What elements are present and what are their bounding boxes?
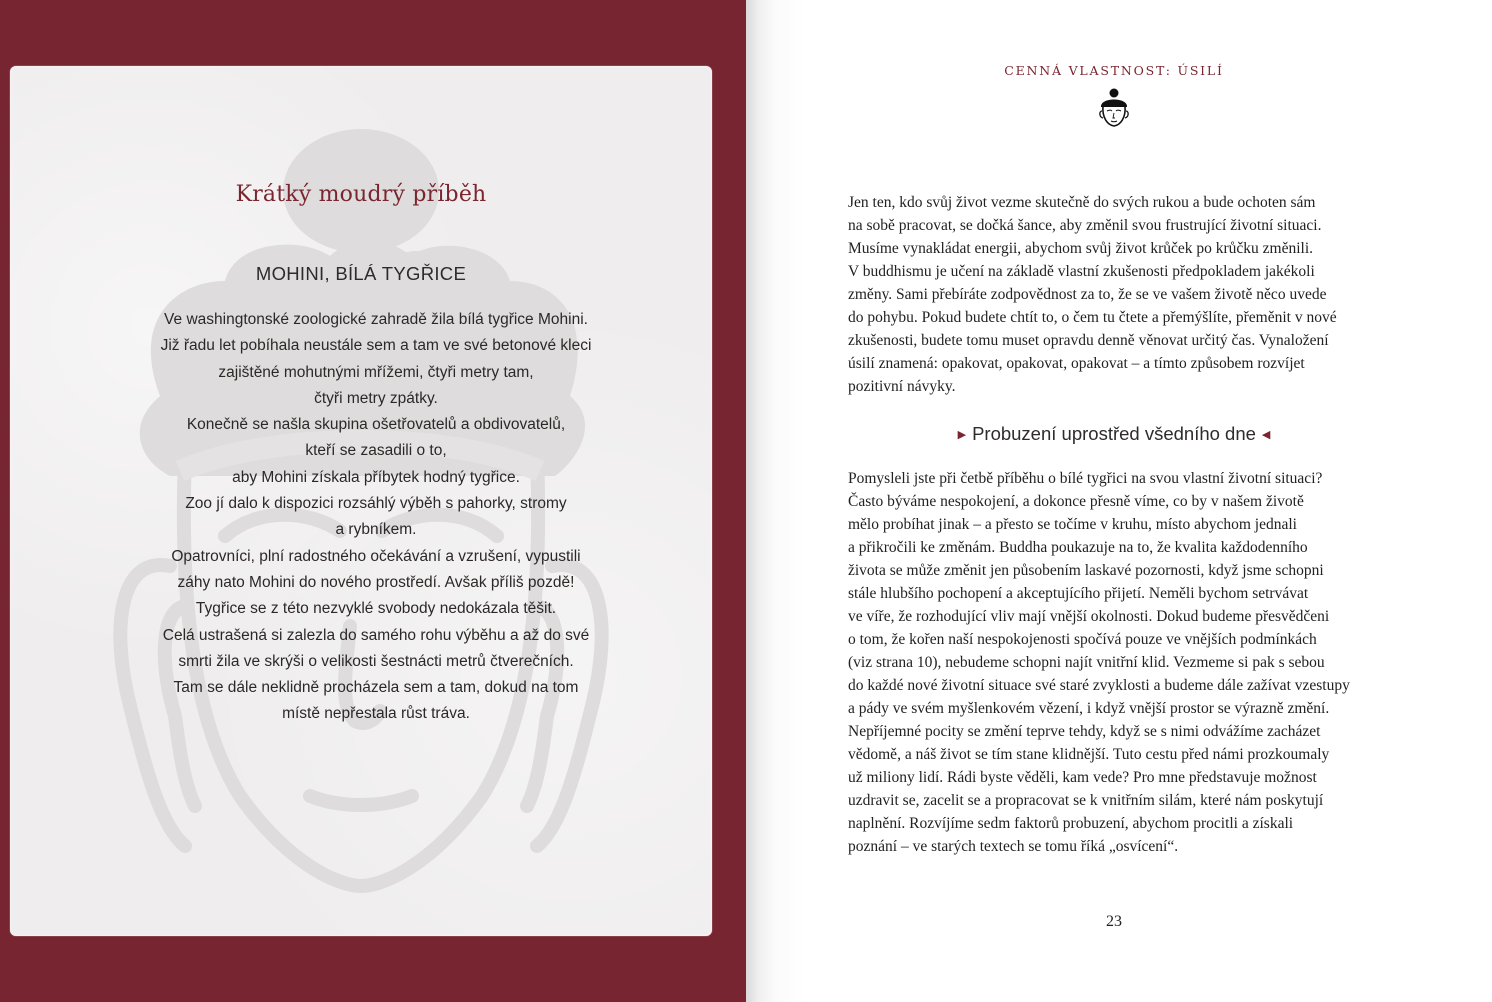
story-line: zajištěné mohutnými mřížemi, čtyři metry tam, — [218, 363, 534, 381]
body-line: Často býváme nespokojení, a dokonce přesně víme, co by v našem životě — [848, 493, 1304, 510]
body-line: V buddhismu je učení na základě vlastní zkušenosti předpokladem jakékoli — [848, 263, 1315, 280]
body-line: mělo probíhat jinak – a přesto se točíme v kruhu, místo abychom jednali — [848, 516, 1297, 533]
body-line: úsilí znamená: opakovat, opakovat, opakovat – a tímto způsobem rozvíjet — [848, 355, 1305, 372]
body-line: ve víře, že rozhodující vliv mají vnější okolnosti. Dokud budeme přesvědčeni — [848, 608, 1330, 625]
body-line: pozitivní návyky. — [848, 378, 956, 395]
body-line: změny. Sami přebíráte zodpovědnost za to, že se ve vašem životě něco uvede — [848, 286, 1327, 303]
section-heading-text: Probuzení uprostřed všedního dne — [972, 423, 1256, 444]
page-number: 23 — [1106, 913, 1122, 930]
body-line: o tom, že kořen naší nespokojenosti spočívá pouze ve vnějších podmínkách — [848, 631, 1317, 648]
body-line: Jen ten, kdo svůj život vezme skutečně do svých rukou a bude ochoten sám — [848, 194, 1316, 211]
body-line: uzdravit se, zacelit se a propracovat se k vnitřním silám, které nám poskytují — [848, 792, 1324, 809]
body-line: už miliony lidí. Rádi byste věděli, kam vede? Pro mne představuje možnost — [848, 769, 1317, 786]
story-line: Celá ustrašená si zalezla do samého rohu výběhu a až do své — [162, 626, 590, 644]
running-head: CENNÁ VLASTNOST: ÚSILÍ — [1004, 63, 1224, 78]
section-heading — [746, 423, 1482, 445]
paragraph-2 — [848, 467, 1408, 858]
story-line: čtyři metry zpátky. — [314, 389, 438, 407]
body-line: zkušenosti, budete tomu muset opravdu denně věnovat určitý čas. Vynaložení — [848, 332, 1329, 349]
story-line: Již řadu let pobíhala neustále sem a tam ve své betonové kleci — [160, 337, 592, 355]
story-line: aby Mohini získala příbytek hodný tygřice. — [232, 468, 520, 486]
story-line: Opatrovníci, plní radostného očekávání a vzrušení, vypustili — [171, 547, 581, 565]
story-paper-panel — [10, 66, 712, 936]
story-line: Zoo jí dalo k dispozici rozsáhlý výběh s pahorky, stromy — [185, 495, 567, 513]
body-line: Musíme vynakládat energii, abychom svůj život krůček po krůčku změnili. — [848, 240, 1314, 257]
story-subtitle: MOHINI, BÍLÁ TYGŘICE — [255, 263, 467, 284]
paragraph-1 — [848, 191, 1388, 398]
body-line: stále hlubšího pochopení a akceptujícího přijetí. Neměli bychom setrvávat — [848, 585, 1309, 602]
body-line: Pomysleli jste při četbě příběhu o bílé tygřici na svou vlastní životní situaci? — [848, 470, 1323, 487]
triangle-right-icon: ▶ — [957, 429, 967, 441]
body-line: (viz strana 10), nebudeme schopni najít vnitřní klid. Vezmeme si pak s sebou — [848, 654, 1325, 671]
body-line: Nepříjemné pocity se změní teprve tehdy, když se s nimi odvážíme zacházet — [848, 723, 1321, 740]
story-line: a rybníkem. — [335, 521, 417, 539]
story-line: místě nepřestala růst tráva. — [282, 705, 470, 723]
body-line: a přikročili ke změnám. Buddha poukazuje na to, že kvalita každodenního — [848, 539, 1308, 556]
story-line: Ve washingtonské zoologické zahradě žila bílá tygřice Mohini. — [164, 311, 588, 328]
story-title: Krátký moudrý příběh — [235, 182, 487, 207]
story-line: záhy nato Mohini do nového prostředí. Avšak příliš pozdě! — [177, 573, 575, 591]
body-line: do každé nové životní situace své staré zvyklosti a budeme dále zažívat vzestupy — [848, 677, 1350, 694]
body-line: a pády ve svém myšlenkovém vězení, i když vnější prostor se výrazně změní. — [848, 700, 1330, 717]
story-line: Tam se dále neklidně procházela sem a tam, dokud na tom — [173, 679, 579, 697]
story-line: kteří se zasadili o to, — [305, 442, 447, 460]
triangle-left-icon: ◀ — [1261, 429, 1271, 441]
body-line: vědomě, a náš život se tím stane klidnější. Tuto cestu před námi prozkoumaly — [848, 746, 1330, 763]
story-line: Konečně se našla skupina ošetřovatelů a obdivovatelů, — [186, 416, 566, 434]
body-line: na sobě pracovat, se dočká šance, aby změnil svou frustrující životní situaci. — [848, 217, 1322, 234]
story-line: Tygřice se z této nezvyklé svobody nedokázala těšit. — [195, 600, 557, 618]
body-line: života se může změnit jen působením laskavé pozornosti, když jsme schopni — [848, 562, 1324, 579]
buddha-head-icon — [1097, 87, 1131, 129]
body-line: poznání – ve starých textech se tomu říká „osvícení“. — [848, 838, 1179, 855]
story-text — [10, 307, 712, 728]
body-line: do pohybu. Pokud budete chtít to, o čem tu čtete a přemýšlíte, přeměnit v nové — [848, 309, 1337, 326]
body-line: naplnění. Rozvíjíme sedm faktorů probuzení, abychom procitli a získali — [848, 815, 1294, 832]
right-page — [746, 0, 1492, 1002]
story-line: smrti žila ve skrýši o velikosti šestnácti metrů čtverečních. — [178, 652, 574, 670]
